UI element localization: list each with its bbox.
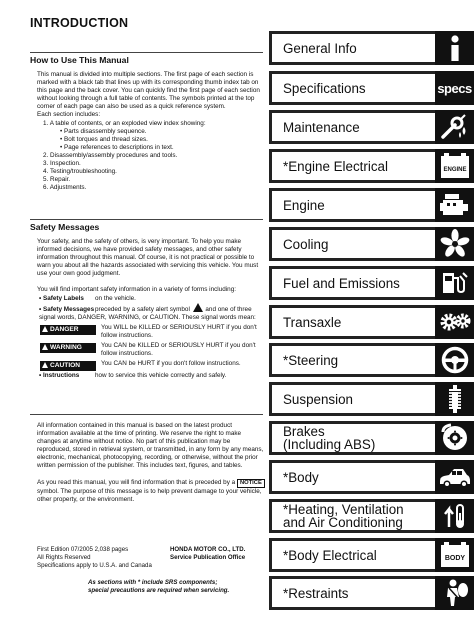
how-to-paragraph: This manual is divided into multiple sections. The first page of each section is marked with a black tab that lines up with its corresponding thumb index tab on this page and the back cover. You can quickly find the first page of each section without looking through a full table of contents. The symbols printed at the top corner of each page can also be used as a quick reference system. (37, 71, 260, 111)
list-item: • Page references to descriptions in text. (60, 143, 174, 151)
battery-icon (435, 149, 474, 183)
safety-alert-icon (193, 303, 203, 312)
tab-restraints[interactable] (269, 576, 474, 610)
tab-label: General Info (283, 40, 357, 56)
warning-desc: You CAN be KILLED or SERIOUSLY HURT if you don't follow instructions. (101, 342, 256, 358)
tab-label: Specifications (283, 80, 366, 96)
tab-label: *Engine Electrical (283, 158, 388, 174)
tab-suspension[interactable] (269, 382, 474, 416)
tab-general-info[interactable] (269, 31, 474, 65)
brake-disc-icon (435, 421, 474, 455)
notice-paragraph: As you read this manual, you will find information that is preceded by a NOTICE symbol. The purpose of this message is to help prevent damage to your vehicle, other property, or the environment. (37, 479, 265, 504)
list-item: • Safety Labels on the vehicle. (39, 294, 136, 302)
tab-label: *Body Electrical (283, 547, 377, 563)
alert-icon (42, 326, 48, 332)
tab-label: Maintenance (283, 119, 360, 135)
warning-row (40, 342, 265, 358)
tab-label: Cooling (283, 236, 329, 252)
section-divider (30, 219, 263, 220)
list-item: • Instructions how to service this vehicle correctly and safely. (39, 372, 227, 380)
list-item: 4. Testing/troubleshooting. (43, 168, 117, 176)
list-item: 6. Adjustments. (43, 184, 87, 192)
tab-transaxle[interactable] (269, 305, 474, 339)
tab-engine[interactable] (269, 188, 474, 222)
caution-row (40, 360, 265, 371)
how-to-heading: How to Use This Manual (30, 55, 129, 65)
tab-label: *Restraints (283, 585, 349, 601)
tab-label: Suspension (283, 391, 353, 407)
steering-wheel-icon (435, 343, 474, 377)
tab-maintenance[interactable] (269, 110, 474, 144)
tab-specifications[interactable] (269, 71, 474, 105)
edition-line: First Edition 07/2005 2,038 pages (37, 546, 129, 553)
caution-badge: CAUTION (40, 361, 96, 371)
shock-absorber-icon (435, 382, 474, 416)
tab-engine-electrical[interactable] (269, 149, 474, 183)
includes-line: Each section includes: (37, 111, 101, 119)
tab-label: *Steering (283, 352, 339, 368)
fan-icon (435, 227, 474, 261)
gears-icon (435, 305, 474, 339)
fuel-pump-icon (435, 266, 474, 300)
list-item: • Bolt torques and thread sizes. (60, 135, 148, 143)
alert-icon (42, 362, 48, 368)
company-line: HONDA MOTOR CO., LTD. (170, 546, 246, 553)
office-line: Service Publication Office (170, 554, 246, 562)
tab-brakes[interactable] (269, 421, 474, 455)
list-item: 2. Disassembly/assembly procedures and tools. (43, 151, 178, 159)
alert-icon (42, 344, 48, 350)
info-icon (435, 31, 474, 65)
info-paragraph: All information contained in this manual is based on the latest product information available at the time of printing. We reserve the right to make changes at anytime without notice. No part of this publication may be reproduced, stored in retrieval system, or transmitted, in any form by any means, electronic, mechanical, photocopying, recording, or otherwise, without the prior written permission of the publisher. This includes text, figures, and tables. (37, 422, 264, 470)
restraint-icon (435, 576, 474, 610)
list-item: • Parts disassembly sequence. (60, 127, 147, 135)
section-contents-list (37, 120, 265, 193)
list-item: 3. Inspection. (43, 160, 81, 168)
page-title: INTRODUCTION (30, 16, 129, 30)
tab-label: Fuel and Emissions (283, 275, 400, 291)
safety-body (37, 238, 265, 380)
section-divider (30, 414, 263, 415)
tab-steering[interactable] (269, 343, 474, 377)
list-item: 1. A table of contents, or an exploded view index showing: (43, 119, 206, 127)
caution-desc: You CAN be HURT if you don't follow instructions. (101, 360, 241, 368)
danger-badge: DANGER (40, 325, 96, 335)
notice-badge: NOTICE (237, 479, 265, 488)
warning-badge: WARNING (40, 343, 96, 353)
tab-label: *Body (283, 469, 319, 485)
list-item: 5. Repair. (43, 176, 71, 184)
safety-paragraph-2: You will find important safety information in a variety of forms including: (37, 286, 236, 294)
signal-word-list (37, 324, 265, 371)
safety-heading: Safety Messages (30, 222, 100, 232)
tab-body-electrical[interactable] (269, 538, 474, 572)
publisher-info (170, 546, 270, 562)
tab-label: Engine (283, 197, 325, 213)
rights-line: All Rights Reserved (37, 554, 91, 562)
hvac-icon (435, 499, 474, 533)
wrench-oil-icon (435, 110, 474, 144)
srs-note: As sections with * include SRS components; special precautions are required when servicing. (88, 579, 230, 595)
list-item: • Safety Messagespreceded by a safety alert symbol and one of three signal words, DANGER, WARNING, or CAUTION. These signal words mean: (39, 303, 265, 322)
tab-label: Transaxle (283, 314, 342, 330)
tab-fuel-emissions[interactable] (269, 266, 474, 300)
specs-line: Specifications apply to U.S.A. and Canada (37, 562, 152, 570)
how-to-body (37, 71, 265, 192)
car-body-icon (435, 460, 474, 494)
safety-forms-list (37, 295, 265, 322)
engine-icon (435, 188, 474, 222)
battery-body-icon (435, 538, 474, 572)
battery-label: BODY (444, 555, 465, 562)
danger-desc: You WILL be KILLED or SERIOUSLY HURT if you don't follow instructions. (101, 323, 257, 339)
specs-icon: specs (435, 71, 474, 105)
safety-paragraph: Your safety, and the safety of others, is very important. To help you make informed decisions, we have provided safety messages, and other safety information throughout this manual. Of course, it is not practical or possible to warn you about all the hazards associated with servicing this vehicle. You must use your own good judgment. (37, 238, 259, 278)
danger-row (40, 324, 265, 340)
tab-hvac[interactable] (269, 499, 474, 533)
info-body (37, 422, 265, 504)
tab-label: Brakes (Including ABS) (283, 424, 376, 452)
tab-cooling[interactable] (269, 227, 474, 261)
section-divider (30, 52, 263, 53)
tab-body[interactable] (269, 460, 474, 494)
edition-info (37, 546, 165, 570)
battery-label: ENGINE (442, 167, 467, 173)
tab-label: *Heating, Ventilation and Air Conditioning (283, 502, 404, 530)
